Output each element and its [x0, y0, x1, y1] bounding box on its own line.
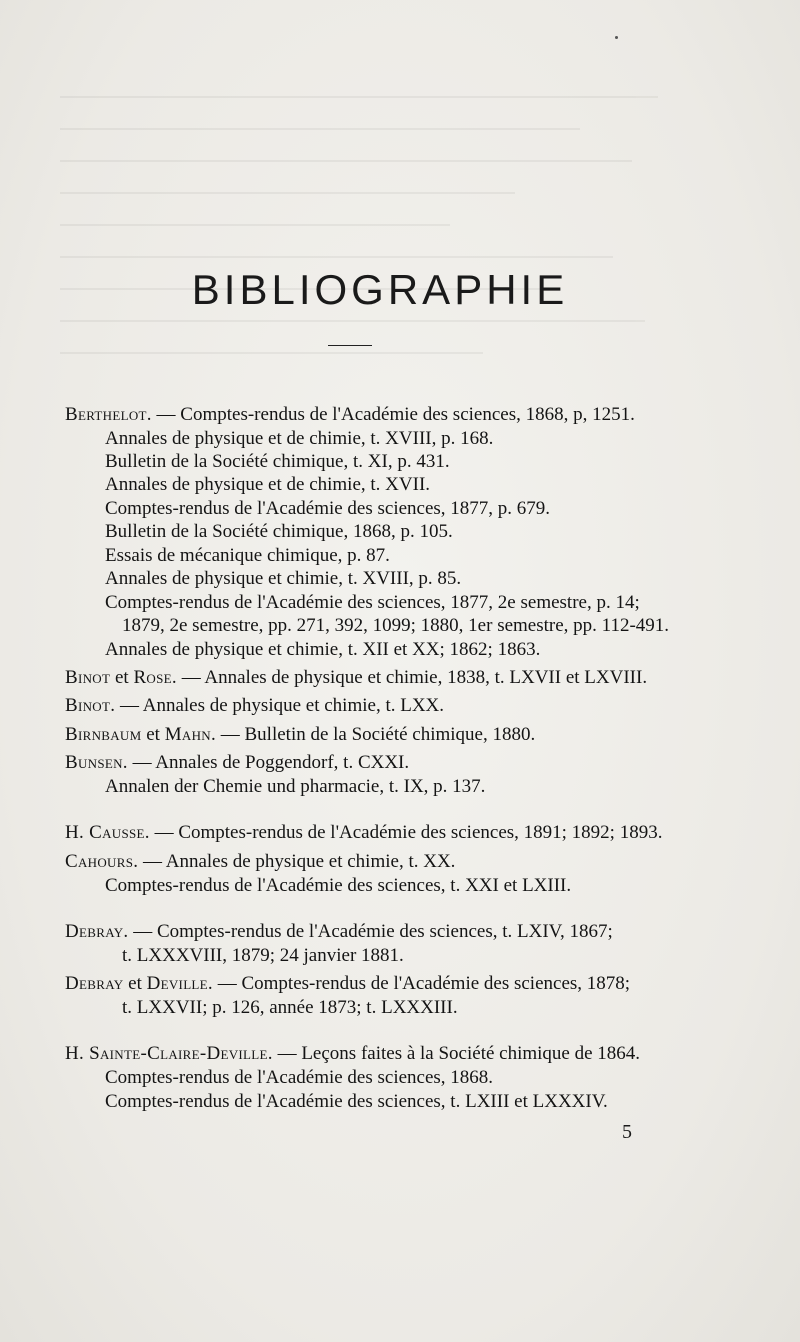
author-name: Binot: [65, 667, 111, 688]
entry-binot: [65, 694, 444, 718]
conjunction: et: [114, 667, 129, 688]
reference-line: Annales de physique et chimie, t. XII et XX; 1862; 1863.: [105, 639, 541, 660]
entry-binot-rose: [65, 666, 647, 690]
author-name: Rose.: [133, 667, 177, 688]
author-name: Debray: [65, 973, 124, 994]
reference-text: — Comptes-rendus de l'Académie des sciences, 1868, p, 1251.: [156, 404, 635, 425]
reference-text: — Comptes-rendus de l'Académie des sciences, 1878;: [217, 973, 631, 994]
reference-line: t. LXXVII; p. 126, année 1873; t. LXXXIII.: [122, 997, 458, 1018]
entry-debray: [65, 920, 613, 944]
author-name: Cahours.: [65, 851, 139, 872]
entry-debray-deville: [65, 972, 630, 996]
reference-line: Annales de physique et de chimie, t. XVII.: [105, 474, 431, 495]
reference-line: Comptes-rendus de l'Académie des sciences, 1868.: [105, 1067, 494, 1088]
reference-line: Comptes-rendus de l'Académie des sciences, t. XXI et LXIII.: [105, 875, 572, 896]
reference-text: — Annales de physique et chimie, t. XX.: [143, 851, 456, 872]
entry-cahours: [65, 850, 455, 874]
entry-sainte-claire-deville: [65, 1042, 640, 1066]
reference-line: Annales de physique et de chimie, t. XVIII, p. 168.: [105, 428, 494, 449]
reference-line: t. LXXXVIII, 1879; 24 janvier 1881.: [122, 945, 404, 966]
reference-text: — Annales de physique et chimie, 1838, t. LXVII et LXVIII.: [181, 667, 648, 688]
reference-line: Bulletin de la Société chimique, 1868, p. 105.: [105, 521, 453, 542]
author-name: H. Sainte-Claire-Deville.: [65, 1043, 273, 1064]
reference-text: — Annales de Poggendorf, t. CXXI.: [132, 752, 410, 773]
entry-causse: [65, 821, 662, 845]
entry-berthelot: [65, 403, 635, 427]
paper-speck: [615, 36, 618, 39]
reference-line: 1879, 2e semestre, pp. 271, 392, 1099; 1880, 1er semestre, pp. 112-491.: [122, 615, 670, 636]
reference-line: Bulletin de la Société chimique, t. XI, p. 431.: [105, 451, 450, 472]
reference-line: Comptes-rendus de l'Académie des sciences, t. LXIII et LXXXIV.: [105, 1091, 608, 1112]
reference-line: Essais de mécanique chimique, p. 87.: [105, 545, 390, 566]
reference-line: Annales de physique et chimie, t. XVIII, p. 85.: [105, 568, 462, 589]
page-title: BIBLIOGRAPHIE: [191, 266, 569, 314]
reference-line: Comptes-rendus de l'Académie des sciences, 1877, p. 679.: [105, 498, 551, 519]
reference-text: — Comptes-rendus de l'Académie des sciences, t. LXIV, 1867;: [133, 921, 613, 942]
author-name: Debray.: [65, 921, 129, 942]
reference-text: — Leçons faites à la Société chimique de 1864.: [277, 1043, 641, 1064]
reference-line: Annalen der Chemie und pharmacie, t. IX, p. 137.: [105, 776, 486, 797]
author-name: Berthelot.: [65, 404, 152, 425]
conjunction: et: [128, 973, 142, 994]
author-name: Bunsen.: [65, 752, 128, 773]
author-name: Deville.: [146, 973, 213, 994]
reference-line: Comptes-rendus de l'Académie des sciences, 1877, 2e semestre, p. 14;: [105, 592, 640, 613]
author-name: Binot.: [65, 695, 116, 716]
author-name: Birnbaum: [65, 724, 142, 745]
reference-text: — Comptes-rendus de l'Académie des sciences, 1891; 1892; 1893.: [154, 822, 663, 843]
author-name: H. Causse.: [65, 822, 150, 843]
conjunction: et: [146, 724, 160, 745]
reference-text: — Annales de physique et chimie, t. LXX.: [120, 695, 445, 716]
reference-text: — Bulletin de la Société chimique, 1880.: [220, 724, 536, 745]
entry-bunsen: [65, 751, 409, 775]
entry-birnbaum-mahn: [65, 723, 535, 747]
title-rule: [328, 345, 372, 346]
author-name: Mahn.: [164, 724, 216, 745]
page-number: 5: [622, 1121, 632, 1143]
